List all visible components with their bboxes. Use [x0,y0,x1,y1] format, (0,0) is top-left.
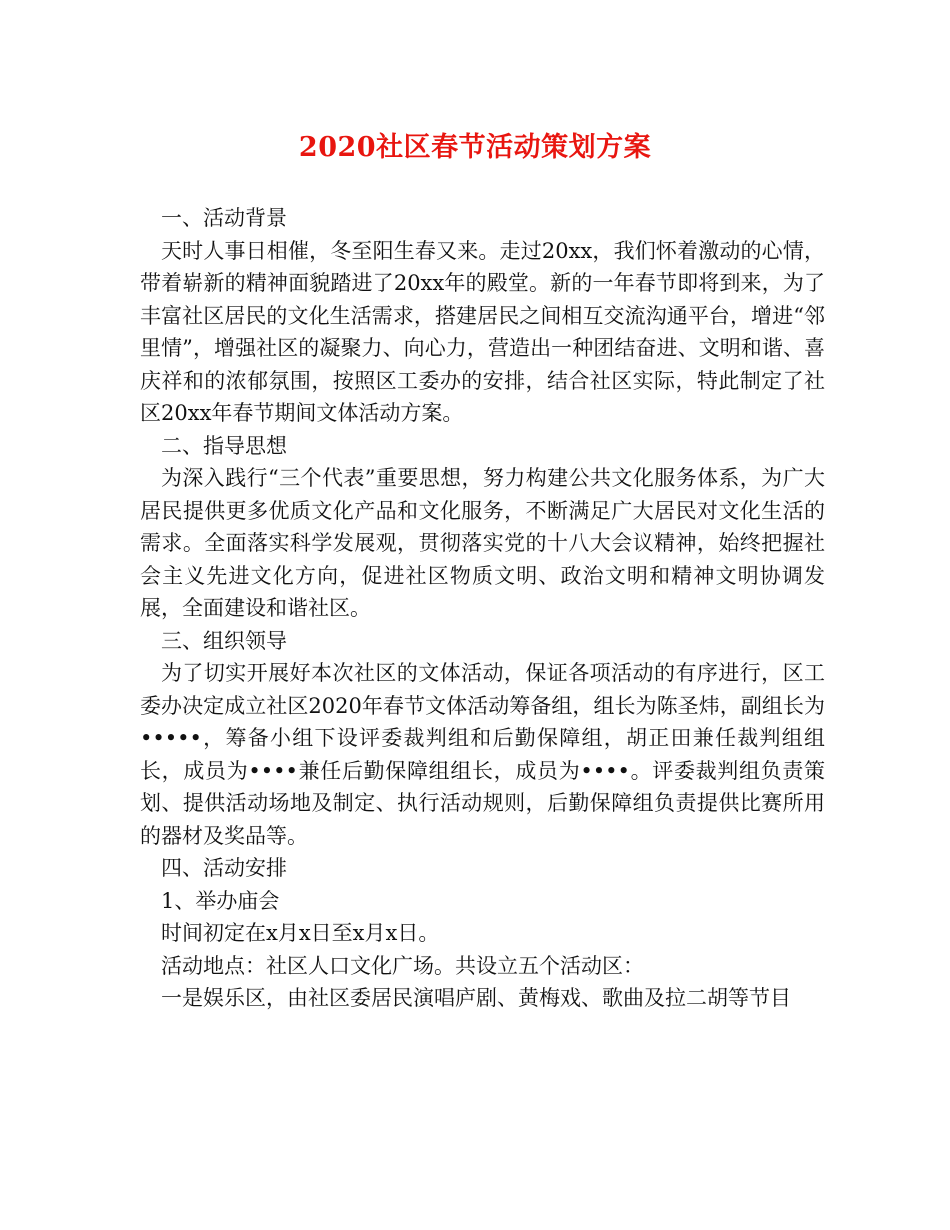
heading-organization: 三、组织领导 [161,628,287,653]
heading-arrangement: 四、活动安排 [161,856,287,880]
paragraph-background: 天时人事日相催，冬至阳生春又来。走过20xx，我们怀着激动的心情，带着崭新的精神面貌踏进了20xx年的殿堂。新的一年春节即将到来，为了丰富社区居民的文化生活需求，搭建居民之间相互交流沟通平台，增进“邻里情”，增强社区的凝聚力、向心力，营造出一种团结奋进、文明和谐、喜庆祥和的浓郁氛围，按照区工委办的安排，结合社区实际，特此制定了社区20xx年春节期间文体活动方案。 [140,238,825,425]
paragraph-organization: 为了切实开展好本次社区的文体活动，保证各项活动的有序进行，区工委办决定成立社区2020年春节文体活动筹备组，组长为陈圣炜，副组长为•••••，筹备小组下设评委裁判组和后勤保障组，胡正田兼任裁判组组长，成员为••••兼任后勤保障组组长，成员为••••。评委裁判组负责策划、提供活动场地及制定、执行活动规则，后勤保障组负责提供比赛所用的器材及奖品等。 [140,661,825,848]
subheading-temple-fair: 1、举办庙会 [161,888,280,913]
paragraph-location: 活动地点：社区人口文化广场。共设立五个活动区： [161,953,644,978]
heading-guiding-thought: 二、指导思想 [161,433,287,458]
document-body [140,202,825,1015]
paragraph-entertainment-zone: 一是娱乐区，由社区委居民演唱庐剧、黄梅戏、歌曲及拉二胡等节目 [161,986,791,1010]
document-title: 2020社区春节活动策划方案 [298,132,652,163]
paragraph-time: 时间初定在x月x日至x月x日。 [161,921,440,945]
paragraph-guiding-thought: 为深入践行“三个代表”重要思想，努力构建公共文化服务体系，为广大居民提供更多优质文化产品和文化服务，不断满足广大居民对文化生活的需求。全面落实科学发展观，贯彻落实党的十八大会议精神，始终把握社会主义先进文化方向，促进社区物质文明、政治文明和精神文明协调发展，全面建设和谐社区。 [140,466,825,620]
heading-activity-background: 一、活动背景 [161,206,287,230]
